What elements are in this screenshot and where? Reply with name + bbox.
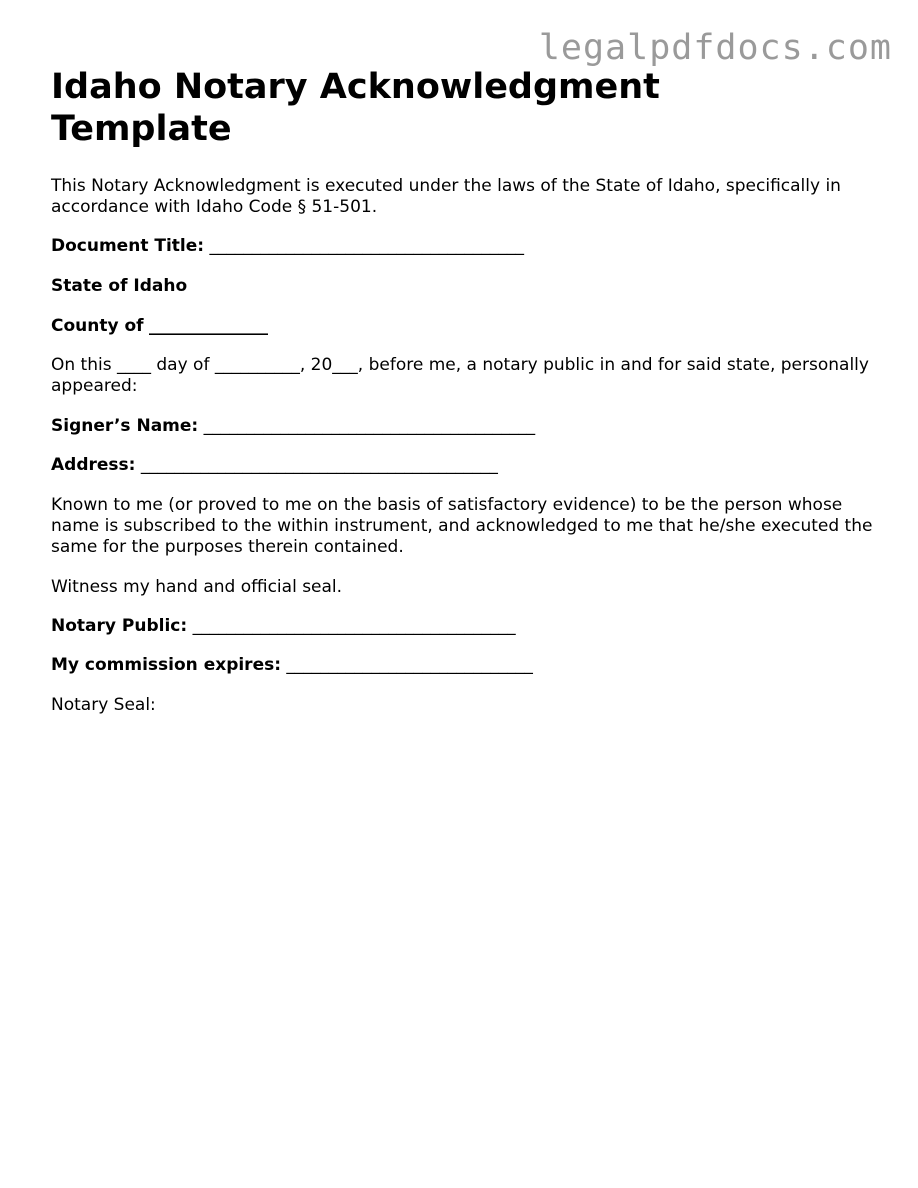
address-blank[interactable]: __________________________________________ xyxy=(140,455,498,475)
notary-public-field xyxy=(51,616,516,637)
document-page xyxy=(51,66,881,715)
state-label: State of Idaho xyxy=(51,276,188,296)
intro-paragraph: This Notary Acknowledgment is executed under the laws of the State of Idaho, specifically in accordance with Idaho Code § 51-501. xyxy=(51,176,841,217)
known-paragraph: Known to me (or proved to me on the basis of satisfactory evidence) to be the person whose name is subscribed to the within instrument, and acknowledged to me that he/she executed the same for the purposes therein contained. xyxy=(51,495,873,557)
notary-public-label: Notary Public: xyxy=(51,616,188,636)
signer-name-blank[interactable]: _______________________________________ xyxy=(203,416,536,436)
page-title-line1: Idaho Notary Acknowledgment xyxy=(51,67,660,107)
notary-public-blank[interactable]: ______________________________________ xyxy=(192,616,516,636)
commission-blank[interactable]: _____________________________ xyxy=(286,655,533,675)
signer-name-field xyxy=(51,416,535,437)
county-field xyxy=(51,316,268,337)
document-title-label: Document Title: xyxy=(51,236,205,256)
signer-name-label: Signer’s Name: xyxy=(51,416,199,436)
witness-text: Witness my hand and official seal. xyxy=(51,577,343,597)
appearance-paragraph: On this ____ day of __________, 20___, before me, a notary public in and for said state, personally appeared: xyxy=(51,355,869,396)
page-title-line2: Template xyxy=(51,109,232,149)
document-title-blank[interactable]: _____________________________________ xyxy=(209,236,524,256)
address-field xyxy=(51,455,498,476)
commission-field xyxy=(51,655,533,676)
document-title-field xyxy=(51,236,524,257)
county-blank[interactable]: ______________ xyxy=(148,316,268,336)
notary-seal-label: Notary Seal: xyxy=(51,695,156,715)
county-label: County of xyxy=(51,316,144,336)
page-title xyxy=(51,66,881,150)
watermark: legalpdfdocs.com xyxy=(538,28,892,68)
address-label: Address: xyxy=(51,455,136,475)
commission-label: My commission expires: xyxy=(51,655,282,675)
